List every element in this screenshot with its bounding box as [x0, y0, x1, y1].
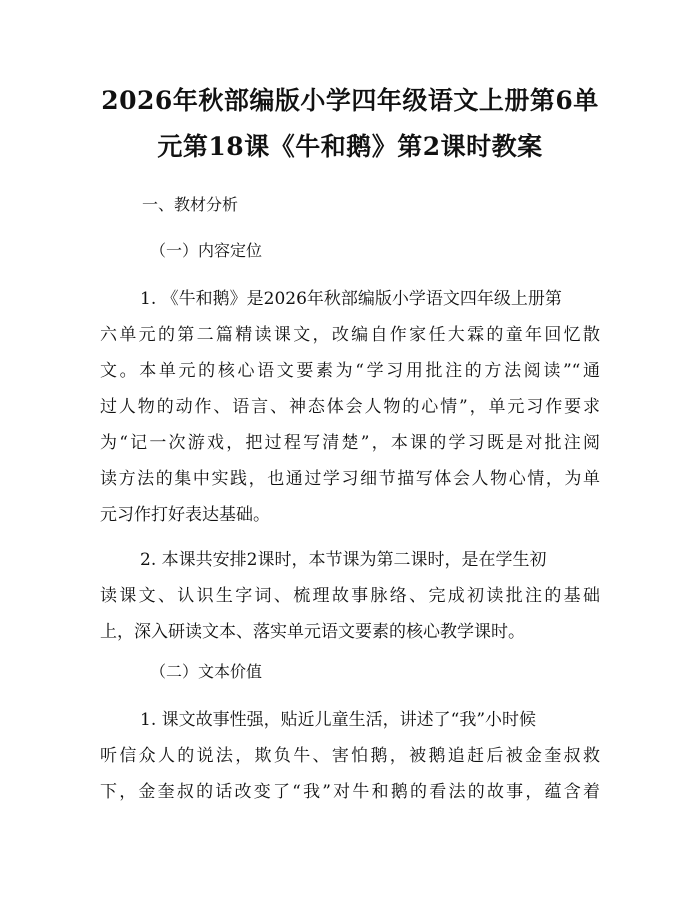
paragraph-1-line: 元习作打好表达基础。	[100, 505, 270, 525]
paragraph-3-line: 1. 课文故事性强，贴近儿童生活，讲述了“我”小时候	[140, 710, 537, 730]
paragraph-2-line: 上，深入研读文本、落实单元语文要素的核心教学课时。	[100, 622, 525, 642]
paragraph-2-line: 读课文、认识生字词、梳理故事脉络、完成初读批注的基础	[100, 586, 600, 606]
paragraph-2-line: 2. 本课共安排2课时，本节课为第二课时，是在学生初	[140, 550, 547, 570]
paragraph-1-line: 为“记一次游戏，把过程写清楚”，本课的学习既是对批注阅	[100, 433, 600, 453]
paragraph-1-line: 1. 《牛和鹅》是2026年秋部编版小学语文四年级上册第	[140, 289, 562, 309]
subsection-heading-content-positioning: （一）内容定位	[150, 241, 263, 260]
document-title-line-1: 2026年秋部编版小学四年级语文上册第6单	[101, 86, 599, 115]
paragraph-1-line: 过人物的动作、语言、神态体会人物的心情”，单元习作要求	[100, 397, 600, 417]
paragraph-1-line: 文。本单元的核心语文要素为“学习用批注的方法阅读”“通	[100, 361, 600, 381]
section-heading-textbook-analysis: 一、教材分析	[142, 195, 239, 214]
paragraph-3-line: 听信众人的说法，欺负牛、害怕鹅，被鹅追赶后被金奎叔救	[100, 746, 600, 766]
subsection-heading-text-value: （二）文本价值	[150, 662, 263, 681]
document-title-line-2: 元第18课《牛和鹅》第2课时教案	[157, 132, 543, 161]
paragraph-3-line: 下，金奎叔的话改变了“我”对牛和鹅的看法的故事，蕴含着	[100, 782, 600, 802]
paragraph-1-line: 读方法的集中实践，也通过学习细节描写体会人物心情，为单	[100, 469, 600, 489]
paragraph-1-line: 六单元的第二篇精读课文，改编自作家任大霖的童年回忆散	[100, 325, 600, 345]
